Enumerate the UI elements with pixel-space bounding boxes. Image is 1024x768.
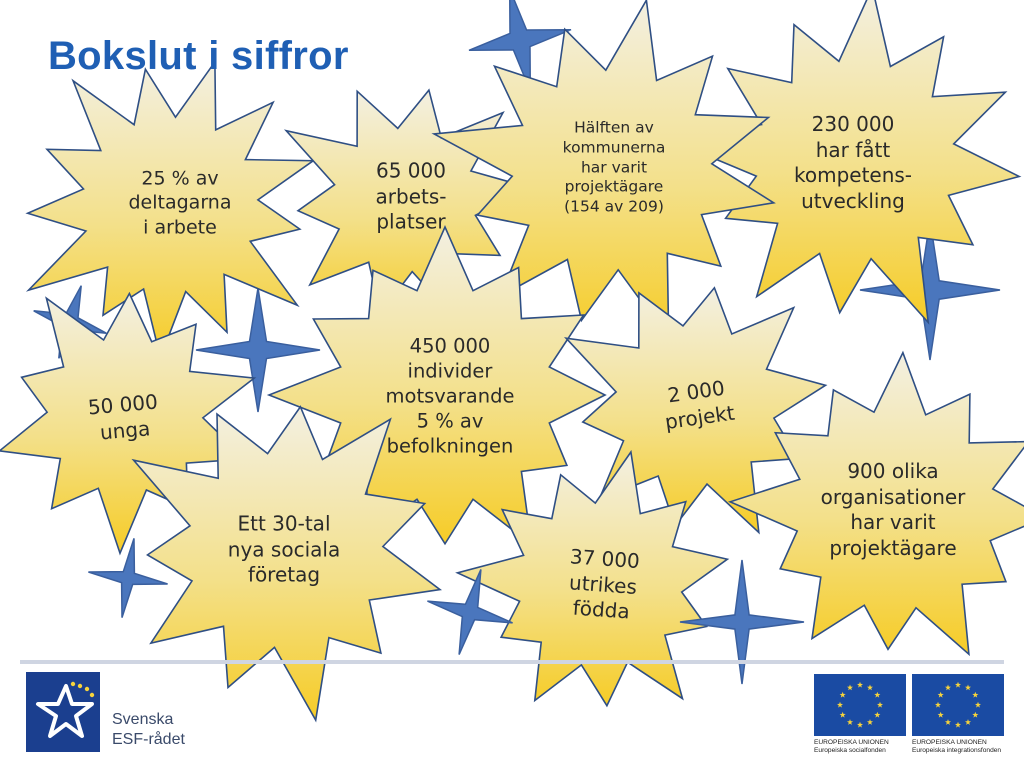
eu-star-icon <box>945 685 951 691</box>
burst-label-organisationer: 900 olika organisationer har varit projektägare <box>820 458 966 560</box>
eu-stars-icon <box>814 674 906 736</box>
eu-star-icon <box>874 712 880 718</box>
eu-star-icon <box>955 722 961 728</box>
eu-flag-integrationsfonden <box>912 674 1004 736</box>
footer-divider <box>20 660 1004 664</box>
eu-star-icon <box>837 702 843 708</box>
eu-star-icon <box>938 712 944 718</box>
eu-star-icon <box>867 719 873 725</box>
burst-label-utrikes-fodda: 37 000 utrikes födda <box>568 544 641 624</box>
esf-logo <box>26 672 100 752</box>
burst-label-arbetsplatser: 65 000 arbets- platser <box>375 158 447 234</box>
eu-flag-socialfonden <box>814 674 906 736</box>
eu-star-icon <box>972 712 978 718</box>
eu-star-icon <box>975 702 981 708</box>
eu-star-icon <box>874 692 880 698</box>
eu-star-icon <box>935 702 941 708</box>
burst-label-kommunerna: Hälften av kommunerna har varit projektägare (154 av 209) <box>562 118 666 216</box>
eu-star-icon <box>840 692 846 698</box>
eu-caption-integrationsfonden: EUROPEISKA UNIONEN Europeiska integrationsfonden <box>912 739 1002 754</box>
eu-star-icon <box>847 685 853 691</box>
eu-star-icon <box>840 712 846 718</box>
eu-star-icon <box>945 719 951 725</box>
page-title: Bokslut i siffror <box>48 34 349 78</box>
eu-star-icon <box>965 685 971 691</box>
eu-star-icon <box>857 682 863 688</box>
eu-star-icon <box>857 722 863 728</box>
burst-label-deltagarna: 25 % av deltagarna i arbete <box>128 167 232 239</box>
eu-star-icon <box>965 719 971 725</box>
eu-star-icon <box>938 692 944 698</box>
eu-star-icon <box>972 692 978 698</box>
esf-star-icon <box>26 672 100 752</box>
eu-stars-icon <box>912 674 1004 736</box>
eu-caption-socialfonden: EUROPEISKA UNIONEN Europeiska socialfonden <box>814 739 889 754</box>
eu-star-icon <box>877 702 883 708</box>
burst-label-unga: 50 000 unga <box>86 389 159 445</box>
eu-star-icon <box>847 719 853 725</box>
burst-label-projekt: 2 000 projekt <box>663 375 736 434</box>
burst-label-sociala-foretag: Ett 30-tal nya sociala företag <box>227 511 341 587</box>
eu-star-icon <box>955 682 961 688</box>
burst-label-kompetensutveckling: 230 000 har fått kompetens- utveckling <box>793 111 913 213</box>
eu-star-icon <box>867 685 873 691</box>
esf-name: Svenska ESF-rådet <box>112 711 185 748</box>
burst-label-individer: 450 000 individer motsvarande 5 % av befolkningen <box>385 334 515 458</box>
